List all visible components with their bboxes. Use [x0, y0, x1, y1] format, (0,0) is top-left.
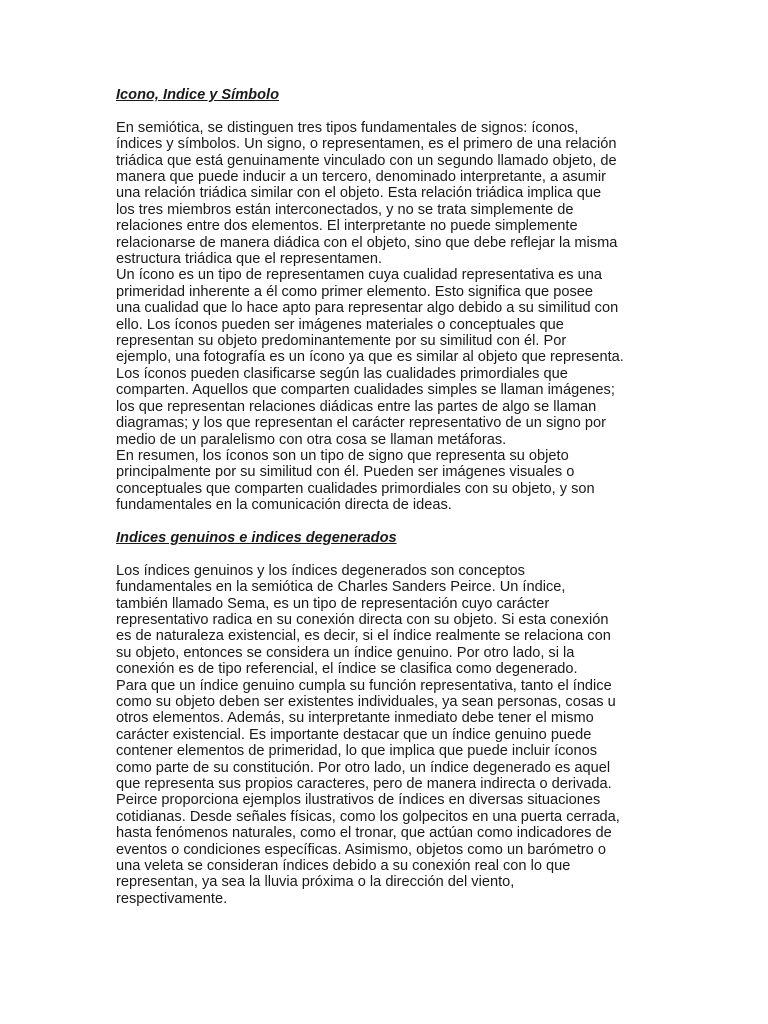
paragraph-indices-ejemplos: Peirce proporciona ejemplos ilustrativos de índices en diversas situaciones cotidianas. Desde señales físicas, como los golpecitos en una puerta cerrada, hasta fenómenos naturales, como el tronar, que actúan como indicadores de eventos o condiciones específicas. Asimismo, objetos como un barómetro o una veleta se consideran índices debido a su conexión real con lo que representan, ya sea la lluvia próxima o la dirección del viento, respectivamente.: [116, 792, 620, 907]
document-body: [116, 87, 656, 907]
spacer: [116, 546, 656, 562]
spacer: [116, 103, 656, 119]
section-title-icono-indice-simbolo: Icono, Indice y Símbolo: [116, 87, 279, 103]
paragraph-indice-genuino: Para que un índice genuino cumpla su función representativa, tanto el índice como su objeto deben ser existentes individuales, ya sean personas, cosas u otros elementos. Además, su interpretante inmediato debe tener el mismo carácter existencial. Es importante destacar que un índice genuino puede contener elementos de primeridad, lo que implica que puede incluir íconos como parte de su constitución. Por otro lado, un índice degenerado es aquel que representa sus propios caracteres, pero de manera indirecta o derivada.: [116, 677, 616, 793]
section-title-indices-genuinos-degenerados: Indices genuinos e indices degenerados: [116, 529, 397, 546]
paragraph-icono-definicion: Un ícono es un tipo de representamen cuya cualidad representativa es una primeridad inherente a él como primer elemento. Esto significa que posee una cualidad que lo hace apto para representar algo debido a su similitud con ello. Los íconos pueden ser imágenes materiales o conceptuales que representan su objeto predominantemente por su similitud con él. Por ejemplo, una fotografía es un ícono ya que es similar al objeto que representa. Los íconos pueden clasificarse según las cualidades primordiales que comparten. Aquellos que comparten cualidades simples se llaman imágenes; los que representan relaciones diádicas entre las partes de algo se llaman diagramas; y los que representan el carácter representativo de un signo por medio de un paralelismo con otra cosa se llaman metáforas.: [116, 267, 624, 448]
spacer: [116, 514, 656, 530]
paragraph-semiotica-intro: En semiótica, se distinguen tres tipos fundamentales de signos: íconos, índices y símbolos. Un signo, o representamen, es el primero de una relación triádica que está genuinamente vinculado con un segundo llamado objeto, de manera que puede inducir a un tercero, denominado interpretante, a asumir una relación triádica similar con el objeto. Esta relación triádica implica que los tres miembros están interconectados, y no se trata simplemente de relaciones entre dos elementos. El interpretante no puede simplemente relacionarse de manera diádica con el objeto, sino que debe reflejar la misma estructura triádica que el representamen.: [116, 119, 618, 268]
paragraph-icono-resumen: En resumen, los íconos son un tipo de signo que representa su objeto principalmente por su similitud con él. Pueden ser imágenes visuales o conceptuales que comparten cualidades primordiales con su objeto, y son fundamentales en la comunicación directa de ideas.: [116, 447, 595, 514]
paragraph-indices-intro: Los índices genuinos y los índices degenerados son conceptos fundamentales en la semiótica de Charles Sanders Peirce. Un índice, también llamado Sema, es un tipo de representación cuyo carácter representativo radica en su conexión directa con su objeto. Si esta conexión es de naturaleza existencial, es decir, si el índice realmente se relaciona con su objeto, entonces se considera un índice genuino. Por otro lado, si la conexión es de tipo referencial, el índice se clasifica como degenerado.: [116, 562, 611, 678]
